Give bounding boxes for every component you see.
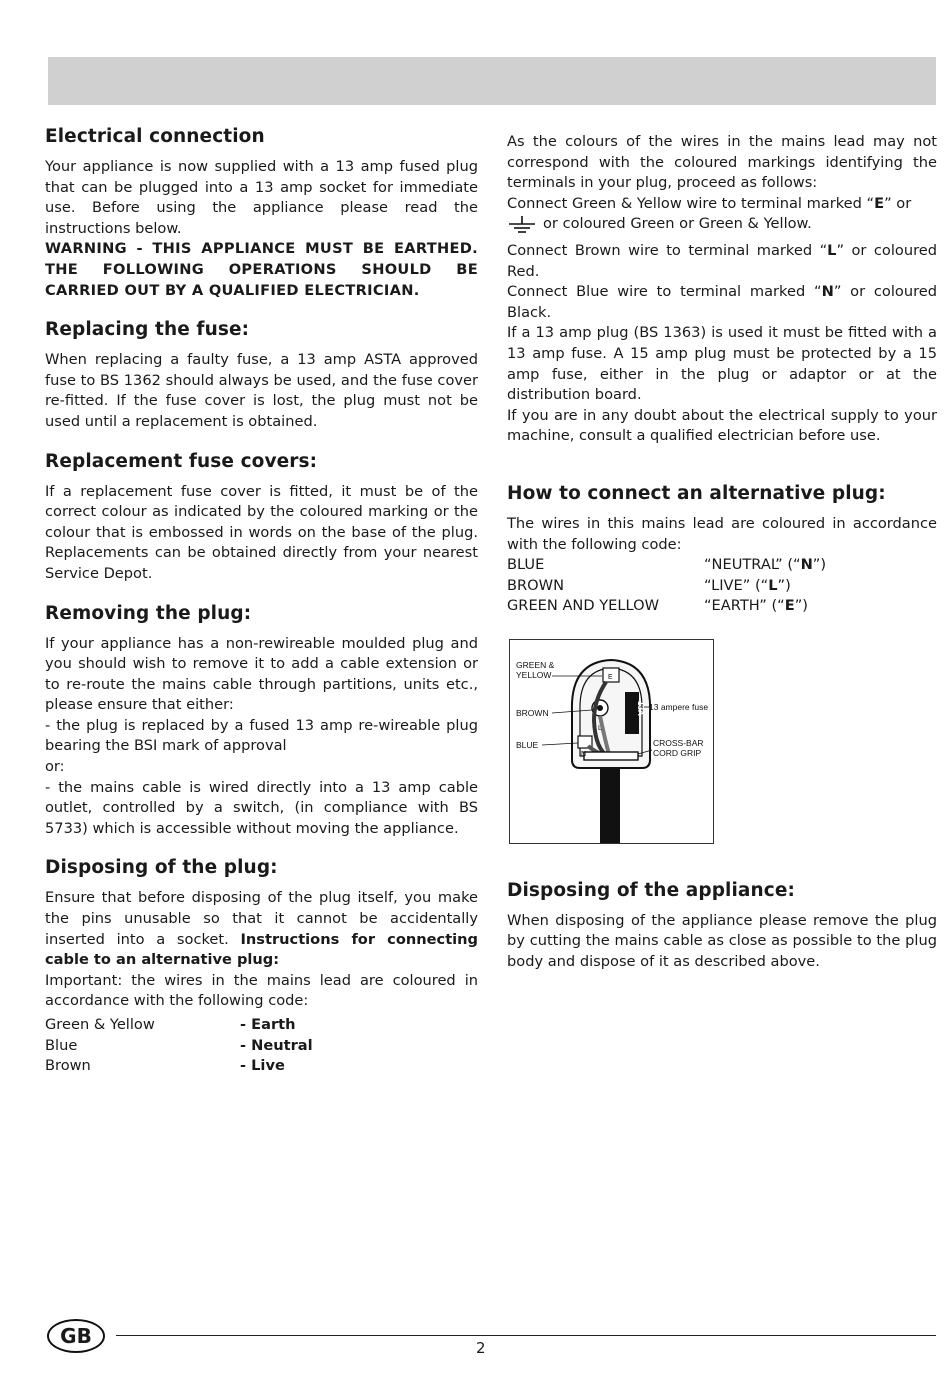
- electrical-body: Your appliance is now supplied with a 13 amp fused plug that can be plugged into a 13 amp socket for immediate use. Before using the appliance please read the instructions below.: [45, 158, 478, 237]
- wire-colour: Green & Yellow: [45, 1016, 155, 1033]
- heading-electrical-connection: Electrical connection: [45, 126, 265, 147]
- label-brown: BROWN: [516, 707, 549, 718]
- blue-text-a: Connect Blue wire to terminal marked “: [507, 283, 822, 301]
- intro-text: As the colours of the wires in the mains lead may not correspond with the coloured markings identifying the terminals in your plug, proceed as follows:: [507, 133, 937, 192]
- wire-role: - Neutral: [240, 1036, 313, 1054]
- wire-colour: Brown: [45, 1057, 91, 1075]
- section-fuse-covers: [45, 451, 478, 585]
- code-post: ”): [777, 576, 791, 594]
- code-letter: L: [768, 576, 778, 594]
- earth-instruction-2: [507, 214, 937, 241]
- heading-fuse-covers: Replacement fuse covers:: [45, 450, 318, 472]
- code-letter: N: [800, 556, 813, 574]
- brown-letter: L: [827, 241, 837, 259]
- label-yellow: YELLOW: [516, 669, 552, 680]
- country-badge: GB: [47, 1319, 105, 1353]
- removing-plug-body-4: - the mains cable is wired directly into a 13 amp cable outlet, controlled by a switch, (in compliance with BS 5733) which is accessible without moving the appliance.: [45, 778, 478, 837]
- code-colour: BROWN: [507, 576, 564, 594]
- warning-text: WARNING - THIS APPLIANCE MUST BE EARTHED. THE FOLLOWING OPERATIONS SHOULD BE CARRIED OUT BY A QUALIFIED ELECTRICIAN.: [45, 240, 478, 299]
- code-row: [507, 596, 937, 617]
- code-row: [507, 576, 937, 597]
- heading-replacing-fuse: Replacing the fuse:: [45, 319, 250, 341]
- label-cordgrip: CORD GRIP: [653, 747, 702, 758]
- wire-colour: Blue: [45, 1036, 78, 1054]
- alt-plug-body: The wires in this mains lead are coloured in accordance with the following code:: [507, 514, 937, 553]
- heading-disposing-appliance: Disposing of the appliance:: [507, 879, 795, 901]
- disposing-plug-bold: Instructions for connecting cable to an alternative plug:: [45, 930, 479, 969]
- removing-plug-body-1: If your appliance has a non-rewireable moulded plug and you should wish to remove it to add a cable extension or to re-route the mains cable through partitions, units etc., please ensure that either:: [45, 634, 478, 714]
- pin-e: E: [608, 673, 613, 681]
- earth-text-a: Connect Green & Yellow wire to terminal marked “: [507, 194, 875, 212]
- header-bar: [48, 57, 936, 105]
- wire-role: - Live: [240, 1057, 285, 1075]
- section-disposing-appliance: [507, 880, 937, 973]
- heading-alternative-plug: How to connect an alternative plug:: [507, 482, 886, 504]
- code-pre: “NEUTRAL” (“: [704, 556, 801, 574]
- page-number: 2: [476, 1339, 486, 1357]
- code-label: [704, 555, 826, 576]
- wire-code-table: [45, 1015, 478, 1077]
- replacing-fuse-body: When replacing a faulty fuse, a 13 amp ASTA approved fuse to BS 1362 should always be used, and the fuse cover re-fitted. If the fuse cover is lost, the plug must not be used until a replacement is obtained.: [45, 351, 478, 430]
- label-crossbar: CROSS-BAR: [653, 737, 704, 748]
- alt-code-table: [507, 555, 937, 617]
- fuse-note: If a 13 amp plug (BS 1363) is used it must be fitted with a 13 amp fuse. A 15 amp plug must be protected by a 15 amp fuse, either in the plug or adaptor or at the distribution board.: [507, 324, 937, 404]
- disposing-plug-body: [45, 888, 478, 970]
- code-post: ”): [812, 556, 827, 574]
- section-disposing-plug: [45, 857, 478, 1076]
- right-column: [507, 132, 937, 973]
- code-letter: E: [784, 597, 795, 615]
- blue-text-b: ” or coloured Black.: [507, 283, 938, 321]
- code-label: [704, 596, 808, 617]
- disposing-appliance-body: When disposing of the appliance please remove the plug by cutting the mains cable as close as possible to the plug body and dispose of it as described above.: [507, 911, 937, 971]
- blue-letter: N: [821, 283, 834, 301]
- fuse-covers-body: If a replacement fuse cover is fitted, it must be of the correct colour as indicated by the coloured marking or the colour that is embossed in words on the base of the plug. Replacements can be obtained directly from your nearest Service Depot.: [45, 482, 478, 582]
- wire-row: [45, 1036, 478, 1057]
- code-colour: GREEN AND YELLOW: [507, 597, 660, 615]
- section-replacing-fuse: [45, 319, 478, 432]
- earth-instruction: [507, 194, 937, 215]
- removing-plug-body-3: or:: [45, 758, 65, 776]
- section-electrical-connection: [45, 126, 478, 301]
- pin-l: L: [598, 724, 602, 732]
- code-pre: “EARTH” (“: [704, 597, 785, 615]
- brown-instruction: [507, 241, 937, 282]
- section-alternative-plug: [507, 483, 937, 617]
- cord-grip: [584, 752, 638, 760]
- label-fuse: 13 ampere fuse: [649, 701, 709, 712]
- disposing-plug-text: Ensure that before disposing of the plug itself, you make the pins unusable so that it cannot be accidentally inserted into a socket.: [45, 889, 478, 948]
- code-pre: “LIVE” (“: [704, 576, 769, 594]
- wire-row: [45, 1015, 478, 1036]
- earth-text-c: or coloured Green or Green & Yellow.: [543, 215, 812, 233]
- code-label: [704, 576, 791, 597]
- code-row: [507, 555, 937, 576]
- earth-symbol-icon: [507, 216, 537, 241]
- heading-removing-plug: Removing the plug:: [45, 602, 252, 624]
- pin-n: N: [581, 750, 587, 758]
- brown-text-a: Connect Brown wire to terminal marked “: [507, 241, 828, 259]
- code-colour: BLUE: [507, 556, 545, 574]
- left-column: [45, 126, 478, 1095]
- fuse-label: 13A: [636, 700, 645, 716]
- wire-role: - Earth: [240, 1016, 296, 1033]
- label-blue: BLUE: [516, 739, 539, 750]
- mains-cable: [600, 760, 620, 843]
- brown-text-b: ” or coloured Red.: [507, 241, 937, 280]
- removing-plug-body-2: - the plug is replaced by a fused 13 amp re-wireable plug bearing the BSI mark of approval: [45, 716, 478, 755]
- label-green: GREEN &: [516, 659, 555, 670]
- blue-instruction: [507, 282, 937, 323]
- plug-wiring-diagram: [509, 639, 714, 844]
- wire-row: [45, 1056, 478, 1077]
- section-removing-plug: [45, 603, 478, 840]
- earth-letter: E: [874, 194, 885, 212]
- important-note: Important: the wires in the mains lead are coloured in accordance with the following code:: [45, 971, 478, 1010]
- doubt-note: If you are in any doubt about the electrical supply to your machine, consult a qualified electrician before use.: [507, 406, 937, 445]
- code-post: ”): [794, 597, 808, 615]
- heading-disposing-plug: Disposing of the plug:: [45, 857, 278, 879]
- earth-text-b: ” or: [884, 194, 912, 212]
- footer-divider: [116, 1335, 936, 1336]
